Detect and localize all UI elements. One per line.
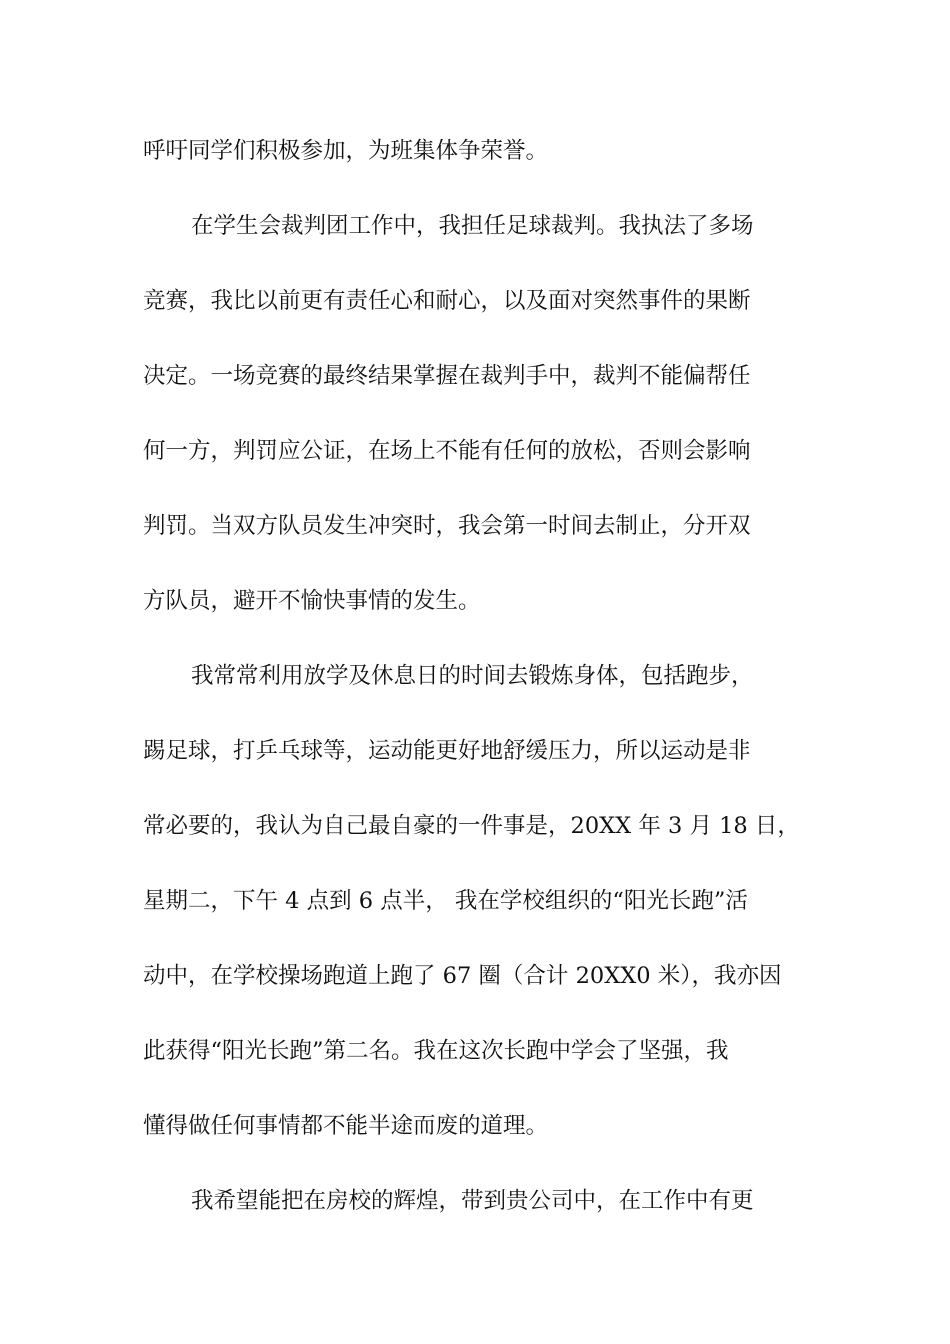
text-line: 方队员，避开不愉快事情的发生。	[143, 588, 481, 614]
text-line: 常必要的，我认为自己最自豪的一件事是，20XX 年 3 月 18 日，	[143, 813, 800, 839]
text-line: 判罚。当双方队员发生冲突时，我会第一时间去制止，分开双	[143, 513, 751, 539]
text-line: 竞赛，我比以前更有责任心和耐心，以及面对突然事件的果断	[143, 288, 751, 314]
text-line: 星期二，下午 4 点到 6 点半， 我在学校组织的“阳光长跑”活	[143, 888, 748, 914]
text-line: 此获得“阳光长跑”第二名。我在这次长跑中学会了坚强，我	[143, 1038, 729, 1064]
text-line: 懂得做任何事情都不能半途而废的道理。	[143, 1113, 549, 1139]
paragraph-start-line: 我希望能把在房校的辉煌，带到贵公司中，在工作中有更	[191, 1188, 754, 1214]
paragraph-start-line: 我常常利用放学及休息日的时间去锻炼身体，包括跑步，	[191, 663, 754, 689]
text-line: 决定。一场竞赛的最终结果掌握在裁判手中，裁判不能偏帮任	[143, 363, 751, 389]
paragraph-start-line: 在学生会裁判团工作中，我担任足球裁判。我执法了多场	[191, 213, 754, 239]
text-line: 踢足球，打乒乓球等，运动能更好地舒缓压力，所以运动是非	[143, 738, 751, 764]
text-line: 动中，在学校操场跑道上跑了 67 圈（合计 20XX0 米），我亦因	[143, 963, 782, 989]
text-line: 何一方，判罚应公证，在场上不能有任何的放松，否则会影响	[143, 438, 751, 464]
text-line: 呼吁同学们积极参加，为班集体争荣誉。	[143, 138, 549, 164]
